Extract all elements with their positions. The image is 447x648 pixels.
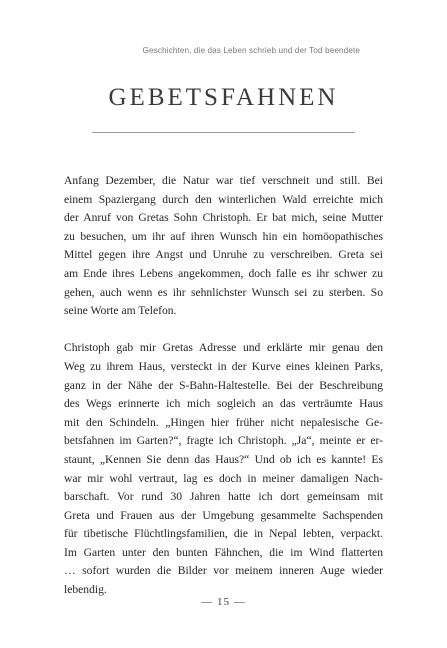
text-line: der Anruf von Gretas Sohn Christoph. Er bat mich, seine Mutter — [64, 211, 383, 225]
text-line: ganz in der Nähe der S-Bahn-Haltestelle. Bei der Beschreibung — [64, 378, 383, 392]
text-line: war mir wohl vertraut, lag es doch in meiner damaligen Nach- — [64, 471, 383, 485]
text-line: staunt, „Kennen Sie denn das Haus?“ Und ob ich es kannte! Es — [64, 452, 383, 466]
paragraph-1 — [64, 172, 383, 321]
title-divider — [92, 132, 355, 133]
page-number: — 15 — — [201, 596, 246, 608]
running-head: Geschichten, die das Leben schrieb und der Tod beendete — [142, 46, 360, 55]
text-line: Greta und Frauen aus der Umgebung gesammelte Sachspenden — [64, 508, 383, 522]
text-line: Mittel gegen ihre Angst und Unruhe zu verschreiben. Greta sei — [64, 248, 383, 262]
chapter-title: GEBETSFAHNEN — [108, 84, 339, 111]
text-line: des Wegs erinnerte ich mich sogleich an das verträumte Haus — [64, 397, 383, 411]
text-line: barschaft. Vor rund 30 Jahren hatte ich dort gemeinsam mit — [64, 490, 383, 504]
text-line: Weg zu ihrem Haus, versteckt in der Kurve eines kleinen Parks, — [64, 359, 383, 373]
text-line: betsfahnen im Garten?“, fragte ich Christoph. „Ja“, meinte er er- — [64, 434, 383, 448]
text-line: Im Garten unter den bunten Fähnchen, die im Wind flatterten — [64, 545, 383, 559]
text-line: zu besuchen, um ihr auf ihren Wunsch hin ein homöopathisches — [64, 229, 383, 243]
text-line: gehen, auch wenn es ihr sehnlichster Wunsch sei zu sterben. So — [64, 285, 383, 299]
text-line: lebendig. — [64, 583, 107, 597]
text-line: mit den Schindeln. „Hingen hier früher nicht nepalesische Ge- — [64, 415, 383, 429]
text-line: für tibetische Flüchtlingsfamilien, die in Nepal lebten, verpackt. — [64, 527, 383, 541]
text-line: Christoph gab mir Gretas Adresse und erklärte mir genau den — [64, 341, 383, 355]
paragraph-gap — [64, 321, 383, 340]
text-line: seine Worte am Telefon. — [64, 304, 177, 318]
paragraph-2 — [64, 339, 383, 599]
text-line: einem Spaziergang durch den winterlichen Wald erreichte mich — [64, 192, 383, 206]
text-line: am Ende ihres Lebens angekommen, doch falle es ihr schwer zu — [64, 266, 383, 280]
text-line: Anfang Dezember, die Natur war tief verschneit und still. Bei — [64, 174, 383, 187]
body-text — [64, 172, 383, 600]
text-line: … sofort wurden die Bilder vor meinem inneren Auge wieder — [64, 564, 383, 578]
